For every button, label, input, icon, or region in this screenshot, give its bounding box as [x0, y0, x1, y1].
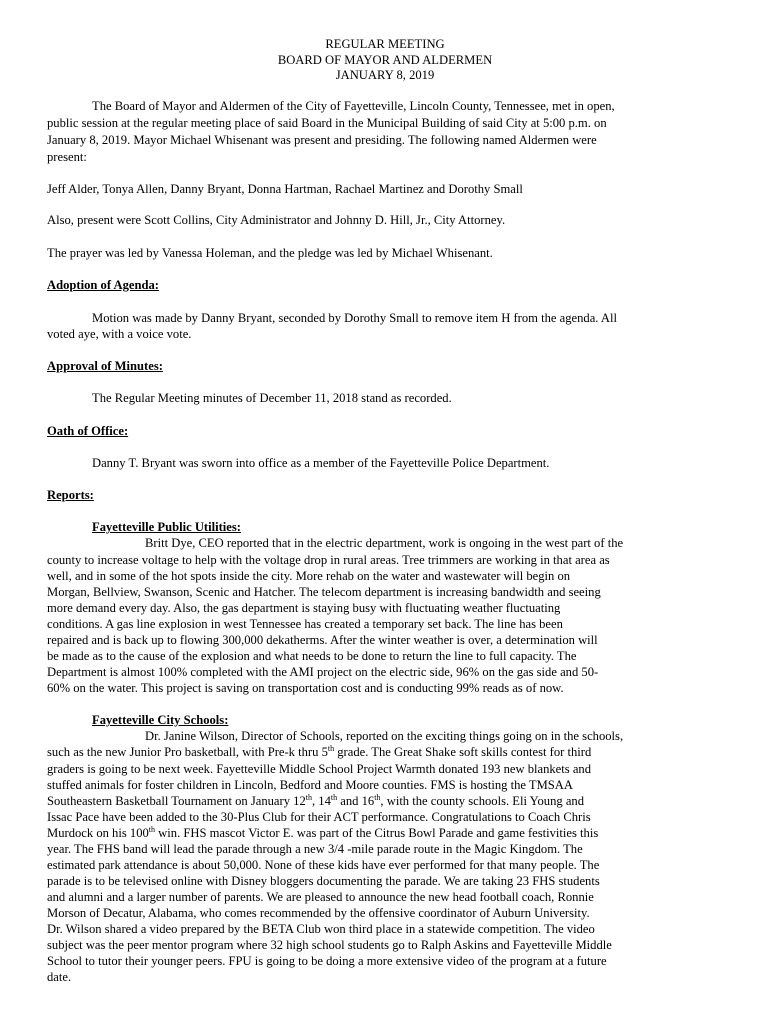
utilities-line: Britt Dye, CEO reported that in the electric department, work is ongoing in the west part of the: [145, 536, 624, 550]
agenda-line: voted aye, with a voice vote.: [47, 327, 192, 341]
ordinal-suffix: th: [148, 825, 156, 834]
text-run: grade. The Great Shake soft skills contest for third: [334, 745, 592, 759]
doc-title-date: JANUARY 8, 2019: [335, 68, 435, 82]
utilities-line: conditions. A gas line explosion in west Tennessee has created a temporary set back. The line has been: [47, 617, 563, 631]
schools-line: [47, 745, 591, 761]
schools-line: Issac Pace have been added to the 30-Plus Club for their ACT performance. Congratulations to Coach Chris: [47, 810, 591, 824]
utilities-line: be made as to the cause of the explosion and what needs to be done to return the line to full capacity. The: [47, 649, 577, 663]
schools-line: estimated park attendance is about 50,000. None of these kids have ever performed for that many people. The: [47, 858, 600, 872]
text-run: , with the county schools. Eli Young and: [380, 794, 585, 808]
intro-line: present:: [47, 150, 87, 164]
schools-line: Morson of Decatur, Alabama, who comes recommended by the offensive coordinator of Auburn University.: [47, 906, 590, 920]
minutes-line: The Regular Meeting minutes of December 11, 2018 stand as recorded.: [92, 391, 452, 405]
schools-line: [47, 826, 598, 842]
text-run: , 14: [311, 794, 331, 808]
ordinal-suffix: th: [305, 793, 312, 802]
schools-line: [47, 794, 584, 810]
text-run: Southeastern Basketball Tournament on January 12: [47, 794, 306, 808]
subheading-utilities: Fayetteville Public Utilities:: [92, 520, 241, 534]
intro-line: public session at the regular meeting place of said Board in the Municipal Building of said City at 5:00 p.m. on: [47, 116, 607, 130]
schools-line: and alumni and a larger number of parents. We are pleased to announce the new head football coach, Ronnie: [47, 890, 594, 904]
schools-line: Dr. Wilson shared a video prepared by the BETA Club won third place in a statewide competition. The video: [47, 922, 595, 936]
schools-line: Dr. Janine Wilson, Director of Schools, reported on the exciting things going on in the schools,: [145, 729, 624, 743]
schools-line: graders is going to be next week. Fayetteville Middle School Project Warmth donated 193 new blankets and: [47, 762, 592, 776]
utilities-line: more demand every day. Also, the gas department is staying busy with fluctuating weather fluctuating: [47, 601, 561, 615]
schools-line: stuffed animals for foster children in Lincoln, Bedford and Moore counties. FMS is hosting the TMSAA: [47, 778, 573, 792]
intro-line: The Board of Mayor and Aldermen of the City of Fayetteville, Lincoln County, Tennessee, met in open,: [92, 99, 615, 113]
aldermen-list: Jeff Alder, Tonya Allen, Danny Bryant, Donna Hartman, Rachael Martinez and Dorothy Small: [47, 182, 523, 196]
ordinal-suffix: th: [330, 793, 338, 802]
utilities-line: 60% on the water. This project is saving on transportation cost and is conducting 99% reads as of now.: [47, 681, 564, 695]
schools-line: subject was the peer mentor program where 32 high school students go to Ralph Askins and Fayetteville Middle: [47, 938, 612, 952]
prayer-line: The prayer was led by Vanessa Holeman, and the pledge was led by Michael Whisenant.: [47, 246, 493, 260]
text-run: such as the new Junior Pro basketball, with Pre-k thru 5: [47, 745, 328, 759]
utilities-line: well, and in some of the hot spots inside the city. More rehab on the water and wastewater will begin on: [47, 569, 571, 583]
utilities-line: repaired and is back up to flowing 300,000 dekatherms. After the winter weather is over, a determination will: [47, 633, 598, 647]
intro-line: January 8, 2019. Mayor Michael Whisenant was present and presiding. The following named Aldermen were: [47, 133, 597, 147]
utilities-line: Morgan, Bellview, Swanson, Scenic and Hatcher. The telecom department is increasing bandwidth and seeing: [47, 585, 601, 599]
utilities-line: Department is almost 100% completed with the AMI project on the electric side, 96% on the gas side and 50-: [47, 665, 599, 679]
section-heading-minutes: Approval of Minutes:: [47, 359, 163, 373]
schools-line: date.: [47, 970, 72, 984]
agenda-line: Motion was made by Danny Bryant, seconded by Dorothy Small to remove item H from the agenda. All: [92, 311, 617, 325]
text-run: Murdock on his 100: [47, 826, 149, 840]
text-run: win. FHS mascot Victor E. was part of the Citrus Bowl Parade and game festivities this: [155, 826, 599, 840]
schools-line: parade is to be televised online with Disney bloggers documenting the parade. We are taking 23 FHS students: [47, 874, 600, 888]
text-run: and 16: [337, 794, 375, 808]
utilities-line: county to increase voltage to help with the voltage drop in rural areas. Tree trimmers are working in that area as: [47, 553, 610, 567]
doc-title-line1: REGULAR MEETING: [325, 37, 445, 51]
section-heading-oath: Oath of Office:: [47, 424, 129, 438]
section-heading-reports: Reports:: [47, 488, 94, 502]
oath-line: Danny T. Bryant was sworn into office as a member of the Fayetteville Police Department.: [92, 456, 550, 470]
also-present: Also, present were Scott Collins, City Administrator and Johnny D. Hill, Jr., City Attorney.: [47, 213, 506, 227]
subheading-schools: Fayetteville City Schools:: [92, 713, 229, 727]
schools-line: year. The FHS band will lead the parade through a new 3/4 -mile parade route in the Magic Kingdom. The: [47, 842, 583, 856]
schools-line: School to tutor their younger peers. FPU is going to be doing a more extensive video of the program at a future: [47, 954, 607, 968]
ordinal-suffix: th: [327, 744, 335, 753]
section-heading-agenda: Adoption of Agenda:: [47, 278, 159, 292]
ordinal-suffix: th: [374, 793, 381, 802]
doc-title-line2: BOARD OF MAYOR AND ALDERMEN: [277, 53, 493, 67]
